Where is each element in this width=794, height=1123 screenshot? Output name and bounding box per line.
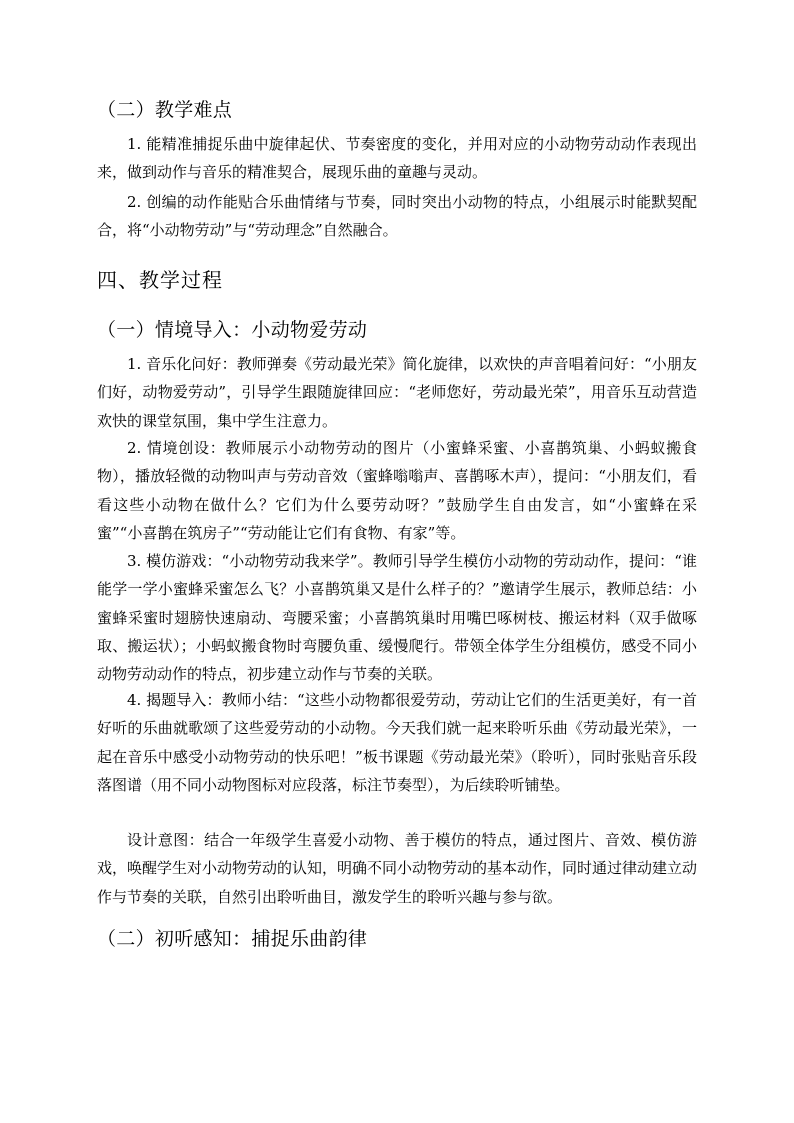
process-item-4: 4. 揭题导入：教师小结：“这些小动物都很爱劳动，劳动让它们的生活更美好，有一首好听的乐曲就歌颂了这些爱劳动的小动物。今天我们就一起来聆听乐曲《劳动最光荣》，一起在音乐中感受小动物劳动的快乐吧！”板书课题《劳动最光荣》（聆听），同时张贴音乐段落图谱（用不同小动物图标对应段落，标注节奏型），为后续聆听铺垫。: [97, 691, 697, 794]
heading-teaching-process: 四、教学过程: [97, 268, 223, 292]
difficulty-item-2: 2. 创编的动作能贴合乐曲情绪与节奏，同时突出小动物的特点，小组展示时能默契配合，将“小动物劳动”与“劳动理念”自然融合。: [97, 193, 697, 240]
design-intent-paragraph: 设计意图：结合一年级学生喜爱小动物、善于模仿的特点，通过图片、音效、模仿游戏，唤醒学生对小动物劳动的认知，明确不同小动物劳动的基本动作，同时通过律动建立动作与节奏的关联，自然引出聆听曲目，激发学生的聆听兴趣与参与欲。: [97, 831, 698, 906]
heading-situation-intro: （一）情境导入：小动物爱劳动: [97, 319, 368, 341]
heading-teaching-difficulty: （二）教学难点: [97, 99, 233, 121]
process-item-2: 2. 情境创设：教师展示小动物劳动的图片（小蜜蜂采蜜、小喜鹊筑巢、小蚂蚁搬食物），播放轻微的动物叫声与劳动音效（蜜蜂嗡嗡声、喜鹊啄木声），提问：“小朋友们，看看这些小动物在做什么？它们为什么要劳动呀？”鼓励学生自由发言，如“小蜜蜂在采蜜”“小喜鹊在筑房子”“劳动能让它们有食物、有家”等。: [97, 439, 697, 542]
process-item-3: 3. 模仿游戏：“小动物劳动我来学”。教师引导学生模仿小动物的劳动动作，提问：“谁能学一学小蜜蜂采蜜怎么飞？小喜鹊筑巢又是什么样子的？”邀请学生展示，教师总结：小蜜蜂采蜜时翅膀快速扇动、弯腰采蜜；小喜鹊筑巢时用嘴巴啄树枝、搬运材料（双手做啄取、搬运状）；小蚂蚁搬食物时弯腰负重、缓慢爬行。带领全体学生分组模仿，感受不同小动物劳动动作的特点，初步建立动作与节奏的关联。: [97, 552, 697, 684]
heading-first-listening: （二）初听感知：捕捉乐曲韵律: [97, 928, 368, 950]
process-item-1: 1. 音乐化问好：教师弹奏《劳动最光荣》简化旋律，以欢快的声音唱着问好：“小朋友们好，动物爱劳动”，引导学生跟随旋律回应：“老师您好，劳动最光荣”，用音乐互动营造欢快的课堂氛围，集中学生注意力。: [97, 355, 697, 430]
difficulty-item-1: 1. 能精准捕捉乐曲中旋律起伏、节奏密度的变化，并用对应的小动物劳动动作表现出来，做到动作与音乐的精准契合，展现乐曲的童趣与灵动。: [97, 135, 697, 182]
